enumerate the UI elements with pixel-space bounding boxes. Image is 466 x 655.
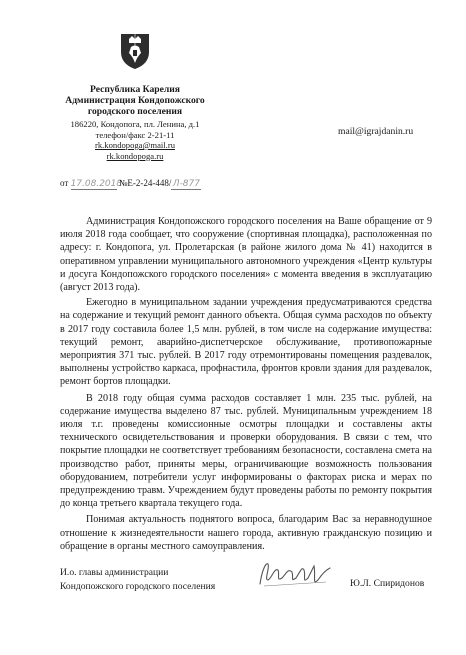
letterhead [40, 84, 230, 161]
address: 186220, Кондопога, пл. Ленина, д.1 [70, 119, 200, 129]
reference-number-prefix: №Е-2-24-448/ [118, 178, 172, 188]
administration-name: Администрация Кондопожского [65, 95, 205, 106]
paragraph-4: Понимая актуальность поднятого вопроса, благодарим Вас за неравнодушное отношение к жизнедеятельности нашего города, активную гражданскую позицию и обращение в органы местного самоуправления. [60, 514, 432, 552]
email-link[interactable]: rk.kondopoga@mail.ru [95, 140, 175, 150]
reference-line [60, 178, 201, 190]
administration-name-cont: городского поселения [87, 106, 183, 117]
signatory-title-line2: Кондопожского городского поселения [60, 581, 216, 592]
letter-body [60, 215, 432, 553]
reference-number-suffix: Л-877 [172, 179, 200, 189]
reference-from: от [60, 178, 69, 188]
signatory-title-line1: И.о. главы администрации [60, 567, 169, 578]
region-name: Республика Карелия [90, 84, 180, 95]
paragraph-3: В 2018 году общая сумма расходов составляет 1 млн. 235 тыс. рублей, на содержание имущества выделено 87 тыс. рублей. Муниципальным учреждением 18 июля т.г. проведены комиссионные осмотры площадки и составлены акты технического освидетельствования и проверки оборудования. В связи с тем, что покрытие площадки не соответствует требованиям безопасности, составлена смета на производство работ, приняты меры, ограничивающие возможность пользования оборудованием, потребители услуг информированы о факторах риска и мерах по предупреждению травм. Учреждением будут проведены работы по ремонту покрытия до конца третьего квартала текущего года. [60, 392, 432, 510]
handwritten-signature [256, 556, 336, 592]
signatory-name: Ю.Л. Спиридонов [350, 578, 425, 589]
coat-of-arms-icon [118, 30, 152, 70]
signatory-title [60, 566, 260, 594]
site-link[interactable]: rk.kondopoga.ru [106, 150, 164, 161]
recipient-email: mail@igrajdanin.ru [338, 126, 414, 137]
phone: телефон/факс 2-21-11 [95, 129, 175, 140]
reference-date: 17.08.2018 [70, 179, 123, 189]
paragraph-2: Ежегодно в муниципальном задании учреждения предусматриваются средства на содержание и текущий ремонт данного объекта. Общая сумма расходов по объекту в 2017 году составила более 1,5 млн. рублей, в том числе на содержание имущества: текущий ремонт, аварийно-диспетчерское обслуживание, противопожарные мероприятия 371 тыс. рублей. В 2017 году отремонтированы помещения раздевалок, выполнены устройство каркаса, профнастила, фронтов кровли здания для раздевалок, ремонт бортов площадки. [60, 297, 432, 388]
paragraph-1: Администрация Кондопожского городского поселения на Ваше обращение от 9 июля 2018 года сообщает, что сооружение (спортивная площадка), расположенная по адресу: г. Кондопога, ул. Пролетарская (в районе жилого дома № 41) находится в оперативном управлении муниципального автономного учреждения «Центр культуры и досуга Кондопожского городского поселения» с момента введения в эксплуатацию (август 2013 года). [60, 216, 432, 294]
